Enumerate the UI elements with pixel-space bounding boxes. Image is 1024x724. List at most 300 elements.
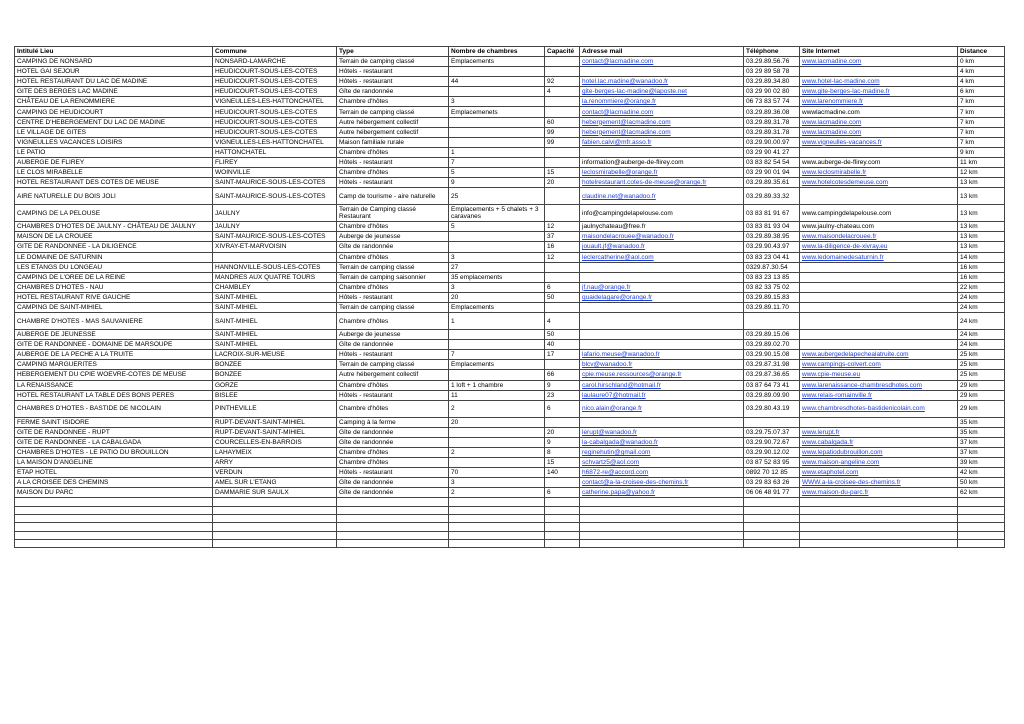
cell-site[interactable]: www.relais-romainville.fr [800, 390, 958, 400]
cell-site[interactable]: www.lacmadine.com [800, 127, 958, 137]
cell-capacite: 6 [545, 488, 580, 498]
cell-mail[interactable]: hebergement@lacmadine.com [580, 117, 744, 127]
empty-cell [580, 506, 744, 514]
cell-mail[interactable]: catherine.papa@yahoo.fr [580, 488, 744, 498]
cell-telephone: 03.29.89.31.78 [744, 127, 800, 137]
empty-cell [580, 515, 744, 523]
cell-capacite: 15 [545, 458, 580, 468]
cell-telephone: 03.29.89.36.08 [744, 107, 800, 117]
cell-distance: 6 km [958, 87, 1005, 97]
cell-chambres [449, 127, 545, 137]
cell-type: Chambre d'hôtes [337, 380, 449, 390]
cell-telephone: 03.29.87.36.65 [744, 370, 800, 380]
empty-cell [15, 531, 213, 539]
cell-telephone: 03.29.90.15.08 [744, 350, 800, 360]
cell-chambres: Emplacements + 5 chalets + 3 caravanes [449, 205, 545, 222]
cell-telephone: 03.29.89.38.95 [744, 232, 800, 242]
cell-mail[interactable]: hotel.lac.madine@wanadoo.fr [580, 77, 744, 87]
cell-chambres: Emplacements [449, 360, 545, 370]
cell-mail[interactable]: claudine.net@wanadoo.fr [580, 188, 744, 205]
empty-cell [580, 539, 744, 547]
cell-mail[interactable]: gite-berges-lac-madine@laposte.net [580, 87, 744, 97]
empty-cell [800, 506, 958, 514]
cell-type: Terrain de camping classé [337, 107, 449, 117]
cell-site [800, 302, 958, 312]
table-row [15, 417, 1005, 427]
cell-telephone: 0892 70 12 85 [744, 468, 800, 478]
cell-mail[interactable]: leclercatherine@aol.com [580, 252, 744, 262]
cell-telephone: 03.29.89.15.06 [744, 330, 800, 340]
cell-site[interactable]: www.lerupt.fr [800, 427, 958, 437]
empty-cell [744, 506, 800, 514]
cell-distance: 4 km [958, 67, 1005, 77]
empty-cell [580, 498, 744, 506]
cell-capacite: 99 [545, 127, 580, 137]
cell-telephone: 03.29.89.35.61 [744, 178, 800, 188]
cell-mail[interactable]: quaidelagare@orange.fr [580, 292, 744, 302]
cell-type: Hôtels - restaurant [337, 157, 449, 167]
table-body [15, 57, 1005, 548]
cell-site[interactable]: www.la-diligence-de-xivray.eu [800, 242, 958, 252]
column-header-site: Site Internet [800, 47, 958, 57]
cell-capacite: 17 [545, 350, 580, 360]
cell-lieu: MAISON DE LA CROUEE [15, 232, 213, 242]
cell-lieu: CAMPING DE NONSARD [15, 57, 213, 67]
cell-capacite [545, 57, 580, 67]
empty-cell [449, 539, 545, 547]
table-row [15, 400, 1005, 417]
cell-capacite [545, 302, 580, 312]
cell-type: Hôtels - restaurant [337, 390, 449, 400]
empty-row [15, 498, 1005, 506]
cell-capacite: 15 [545, 168, 580, 178]
empty-cell [545, 498, 580, 506]
cell-type: Chambre d'hôtes [337, 222, 449, 232]
cell-commune: SAINT-MIHIEL [213, 302, 337, 312]
cell-lieu: CHAMBRES D'HOTES - BASTIDE DE NICOLAIN [15, 400, 213, 417]
cell-capacite: 50 [545, 292, 580, 302]
cell-telephone: 03.29.80.43.19 [744, 400, 800, 417]
cell-mail[interactable]: la-cabalgada@wanadoo.fr [580, 437, 744, 447]
cell-capacite: 37 [545, 232, 580, 242]
cell-site[interactable]: www.hotel-lac-madine.com [800, 77, 958, 87]
cell-capacite [545, 157, 580, 167]
cell-capacite [545, 188, 580, 205]
cell-commune: HEUDICOURT-SOUS-LES-COTES [213, 117, 337, 127]
cell-distance: 24 km [958, 313, 1005, 330]
cell-mail[interactable]: cpie.meuse.ressources@orange.fr [580, 370, 744, 380]
cell-distance: 24 km [958, 340, 1005, 350]
cell-mail[interactable]: h6872-re@accord.com [580, 468, 744, 478]
cell-capacite [545, 262, 580, 272]
cell-mail[interactable]: contact@a-la-croisee-des-chemins.fr [580, 478, 744, 488]
cell-capacite: 40 [545, 340, 580, 350]
cell-mail[interactable]: lerupt@wanadoo.fr [580, 427, 744, 437]
cell-lieu: GITE DE RANDONNEE - LA DILIGENCE [15, 242, 213, 252]
cell-commune: SAINT-MIHIEL [213, 313, 337, 330]
cell-mail [580, 330, 744, 340]
cell-lieu: HOTEL RESTAURANT LA TABLE DES BONS PERES [15, 390, 213, 400]
column-header-chambres: Nombre de chambres [449, 47, 545, 57]
cell-capacite: 12 [545, 222, 580, 232]
cell-telephone [744, 417, 800, 427]
cell-lieu: HEBERGEMENT DU CPIE WOEVRE-COTES DE MEUSE [15, 370, 213, 380]
cell-commune: ARRY [213, 458, 337, 468]
cell-capacite [545, 67, 580, 77]
table-row [15, 168, 1005, 178]
cell-type: Gîte de randonnée [337, 242, 449, 252]
cell-site: www.campingdelapelouse.com [800, 205, 958, 222]
cell-commune: WOINVILLE [213, 168, 337, 178]
cell-type: Chambre d'hôtes [337, 147, 449, 157]
cell-mail[interactable]: carol.hirschland@hotmail.fr [580, 380, 744, 390]
table-row [15, 107, 1005, 117]
cell-distance: 13 km [958, 232, 1005, 242]
cell-distance: 29 km [958, 380, 1005, 390]
cell-chambres: 3 [449, 282, 545, 292]
column-header-type: Type [337, 47, 449, 57]
cell-distance: 22 km [958, 282, 1005, 292]
cell-lieu: LE DOMAINE DE SATURNIN [15, 252, 213, 262]
cell-type: Gîte de randonnée [337, 488, 449, 498]
cell-chambres [449, 67, 545, 77]
cell-lieu: AUBERGE DE JEUNESSE [15, 330, 213, 340]
table-row [15, 67, 1005, 77]
cell-lieu: CHÂTEAU DE LA RENOMMIERE [15, 97, 213, 107]
cell-capacite [545, 147, 580, 157]
empty-cell [744, 539, 800, 547]
cell-commune: MANDRES AUX QUATRE TOURS [213, 272, 337, 282]
table-row [15, 57, 1005, 67]
empty-cell [213, 515, 337, 523]
table-row [15, 232, 1005, 242]
cell-site[interactable]: www.vigneulles-vacances.fr [800, 137, 958, 147]
cell-commune: DAMMARIE SUR SAULX [213, 488, 337, 498]
cell-distance: 12 km [958, 168, 1005, 178]
cell-distance: 7 km [958, 137, 1005, 147]
cell-site[interactable]: www.maison-du-parc.fr [800, 488, 958, 498]
cell-commune: JAULNY [213, 205, 337, 222]
cell-site[interactable]: www.ledomainedesaturnin.fr [800, 252, 958, 262]
cell-capacite: 8 [545, 448, 580, 458]
empty-row [15, 531, 1005, 539]
cell-commune [213, 252, 337, 262]
cell-site [800, 67, 958, 77]
cell-telephone: 03.29.89.56.76 [744, 57, 800, 67]
empty-cell [337, 523, 449, 531]
cell-distance: 37 km [958, 437, 1005, 447]
empty-cell [213, 539, 337, 547]
cell-site[interactable]: www.campings-colvert.com [800, 360, 958, 370]
cell-mail [580, 262, 744, 272]
cell-type: Hôtels - restaurant [337, 77, 449, 87]
cell-chambres [449, 427, 545, 437]
cell-lieu: CHAMBRES D'HOTES DE JAULNY - CHÂTEAU DE JAULNY [15, 222, 213, 232]
empty-cell [800, 531, 958, 539]
empty-cell [213, 523, 337, 531]
cell-chambres: 7 [449, 350, 545, 360]
table-row [15, 330, 1005, 340]
cell-chambres: 7 [449, 157, 545, 167]
cell-chambres: 70 [449, 468, 545, 478]
cell-commune: VERDUN [213, 468, 337, 478]
cell-capacite: 23 [545, 390, 580, 400]
cell-commune: XIVRAY-ET-MARVOISIN [213, 242, 337, 252]
cell-site[interactable]: www.maison-angeline.com [800, 458, 958, 468]
cell-chambres: 3 [449, 478, 545, 488]
cell-site[interactable]: WWW.a-la-croisee-des-chemins.fr [800, 478, 958, 488]
cell-telephone: 03 29 89 58 78 [744, 67, 800, 77]
cell-mail[interactable]: jouault.jf@wanadoo.fr [580, 242, 744, 252]
cell-lieu: CHAMBRE D'HOTES - MAS SAUVANIERE [15, 313, 213, 330]
cell-capacite: 12 [545, 252, 580, 262]
cell-commune: FLIREY [213, 157, 337, 167]
cell-lieu: CAMPING DE L'OREE DE LA REINE [15, 272, 213, 282]
cell-distance: 13 km [958, 222, 1005, 232]
cell-site[interactable]: www.maisondelacrouee.fr [800, 232, 958, 242]
cell-distance: 50 km [958, 478, 1005, 488]
cell-distance: 4 km [958, 77, 1005, 87]
cell-chambres: 1 [449, 313, 545, 330]
cell-type: Hôtels - restaurant [337, 468, 449, 478]
cell-site[interactable]: www.larenaissance-chambresdhotes.com [800, 380, 958, 390]
cell-capacite: 9 [545, 380, 580, 390]
cell-telephone: 03 29 90 01 94 [744, 168, 800, 178]
cell-chambres: Emplacements [449, 302, 545, 312]
cell-capacite [545, 205, 580, 222]
column-header-commune: Commune [213, 47, 337, 57]
table-row [15, 252, 1005, 262]
table-row [15, 468, 1005, 478]
cell-mail [580, 147, 744, 157]
cell-type: Chambre d'hôtes [337, 252, 449, 262]
empty-cell [545, 539, 580, 547]
cell-commune: BISLEE [213, 390, 337, 400]
cell-telephone: 03 83 81 91 67 [744, 205, 800, 222]
cell-telephone: 03.29.89.31.78 [744, 117, 800, 127]
cell-telephone: 06 06 48 91 77 [744, 488, 800, 498]
cell-lieu: GITE DES BERGES LAC MADINE [15, 87, 213, 97]
empty-cell [449, 531, 545, 539]
table-row [15, 87, 1005, 97]
cell-type: Gîte de randonnée [337, 340, 449, 350]
empty-cell [213, 506, 337, 514]
cell-telephone: 03.29.75.07.37 [744, 427, 800, 437]
cell-site [800, 282, 958, 292]
table-row [15, 390, 1005, 400]
cell-chambres [449, 340, 545, 350]
empty-cell [15, 515, 213, 523]
cell-distance: 16 km [958, 272, 1005, 282]
table-row [15, 488, 1005, 498]
cell-mail[interactable]: la.renommiere@orange.fr [580, 97, 744, 107]
empty-cell [15, 539, 213, 547]
cell-type: Chambre d'hôtes [337, 400, 449, 417]
cell-type: Terrain de camping classé [337, 302, 449, 312]
cell-mail [580, 67, 744, 77]
table-row [15, 437, 1005, 447]
cell-telephone: 03 29 83 63 26 [744, 478, 800, 488]
empty-cell [337, 539, 449, 547]
cell-type: Auberge de jeunesse [337, 330, 449, 340]
cell-site[interactable]: www.gite-berges-lac-madine.fr [800, 87, 958, 97]
cell-mail: information@auberge-de-flirey.com [580, 157, 744, 167]
cell-distance: 24 km [958, 292, 1005, 302]
empty-row [15, 523, 1005, 531]
cell-capacite: 20 [545, 178, 580, 188]
cell-mail[interactable]: maisondelacrouee@wanadoo.fr [580, 232, 744, 242]
cell-commune: SAINT-MIHIEL [213, 292, 337, 302]
cell-site: www.auberge-de-flirey.com [800, 157, 958, 167]
cell-lieu: ETAP HOTEL [15, 468, 213, 478]
cell-telephone [744, 313, 800, 330]
cell-capacite: 20 [545, 427, 580, 437]
empty-cell [580, 531, 744, 539]
cell-capacite: 92 [545, 77, 580, 87]
empty-cell [958, 515, 1005, 523]
cell-type: Gîte de randonnée [337, 427, 449, 437]
cell-site[interactable]: www.cabalgada.fr [800, 437, 958, 447]
cell-mail[interactable]: leclosmirabelle@orange.fr [580, 168, 744, 178]
cell-capacite: 4 [545, 313, 580, 330]
column-header-mail: Adresse mail [580, 47, 744, 57]
cell-site[interactable]: www.chambresdhotes-bastidenicolain.com [800, 400, 958, 417]
cell-mail[interactable]: contact@lacmadine.com [580, 107, 744, 117]
cell-lieu: LE PATIO [15, 147, 213, 157]
cell-chambres [449, 117, 545, 127]
cell-distance: 13 km [958, 188, 1005, 205]
cell-commune: VIGNEULLES-LES-HATTONCHATEL [213, 97, 337, 107]
cell-lieu: GITE DE RANDONNEE - RUPT [15, 427, 213, 437]
cell-chambres: 2 [449, 400, 545, 417]
cell-site[interactable]: www.etaphotel.com [800, 468, 958, 478]
cell-lieu: CAMPING MARGUERITES [15, 360, 213, 370]
table-row [15, 157, 1005, 167]
cell-lieu: AUBERGE DE LA PECHE A LA TRUITE [15, 350, 213, 360]
cell-mail[interactable]: reginehutin@gmail.com [580, 448, 744, 458]
empty-cell [580, 523, 744, 531]
cell-chambres [449, 330, 545, 340]
cell-lieu: HOTEL GAI SEJOUR [15, 67, 213, 77]
empty-cell [213, 531, 337, 539]
cell-site [800, 330, 958, 340]
cell-mail: info@campingdelapelouse.com [580, 205, 744, 222]
cell-distance: 39 km [958, 458, 1005, 468]
cell-commune: HEUDICOURT-SOUS-LES-COTES [213, 87, 337, 97]
cell-site[interactable]: www.lacmadine.com [800, 117, 958, 127]
table-row [15, 427, 1005, 437]
cell-lieu: GITE DE RANDONNEE - LA CABALGADA [15, 437, 213, 447]
cell-site[interactable]: www.larenommiere.fr [800, 97, 958, 107]
cell-mail[interactable]: blcv@wanadoo.fr [580, 360, 744, 370]
cell-type: Terrain de camping classé [337, 360, 449, 370]
cell-lieu: LE CLOS MIRABELLE [15, 168, 213, 178]
empty-cell [213, 498, 337, 506]
cell-distance: 35 km [958, 427, 1005, 437]
cell-commune: HANNONVILLE-SOUS-LES-COTES [213, 262, 337, 272]
cell-site[interactable]: www.hotelcotesdemeuse.com [800, 178, 958, 188]
cell-type: Camping à la ferme [337, 417, 449, 427]
cell-type: Gîte de randonnée [337, 478, 449, 488]
cell-site [800, 313, 958, 330]
cell-telephone: 03 82 33 75 02 [744, 282, 800, 292]
cell-site[interactable]: www.cpie-meuse.eu [800, 370, 958, 380]
table-row [15, 448, 1005, 458]
cell-lieu: HOTEL RESTAURANT DU LAC DE MADINE [15, 77, 213, 87]
cell-site[interactable]: www.lepatiodubrouillon.com [800, 448, 958, 458]
table-row [15, 117, 1005, 127]
cell-commune: BONZEE [213, 360, 337, 370]
cell-lieu: LE VILLAGE DE GITES [15, 127, 213, 137]
cell-commune: GORZE [213, 380, 337, 390]
cell-telephone: 03.29.89.15.83 [744, 292, 800, 302]
cell-mail[interactable]: hotelrestaurant.cotes-de-meuse@orange.fr [580, 178, 744, 188]
cell-mail[interactable]: lafario.meuse@wanadoo.fr [580, 350, 744, 360]
cell-distance: 29 km [958, 390, 1005, 400]
empty-cell [545, 523, 580, 531]
cell-site[interactable]: www.leclosmirabelle.fr [800, 168, 958, 178]
table-row [15, 242, 1005, 252]
cell-mail[interactable]: laulaure07@hotmail.fr [580, 390, 744, 400]
cell-chambres: Emplacemenets [449, 107, 545, 117]
cell-lieu: CAMPING DE LA PELOUSE [15, 205, 213, 222]
cell-distance: 42 km [958, 468, 1005, 478]
cell-telephone: 03.29.89.09.90 [744, 390, 800, 400]
cell-mail [580, 272, 744, 282]
cell-telephone: 03.29.89.34.80 [744, 77, 800, 87]
empty-cell [744, 531, 800, 539]
cell-mail[interactable]: schvartz5@aol.com [580, 458, 744, 468]
cell-mail[interactable]: contact@lacmadine.com [580, 57, 744, 67]
cell-site[interactable]: www.lacmadine.com [800, 57, 958, 67]
cell-lieu: MAISON DU PARC [15, 488, 213, 498]
cell-distance: 7 km [958, 107, 1005, 117]
cell-distance: 25 km [958, 370, 1005, 380]
cell-mail[interactable]: fabien.calvi@mfr.asso.fr [580, 137, 744, 147]
cell-lieu: HOTEL RESTAURANT RIVE GAUCHE [15, 292, 213, 302]
table-row [15, 97, 1005, 107]
empty-cell [545, 531, 580, 539]
cell-type: Chambre d'hôtes [337, 168, 449, 178]
cell-chambres: 5 [449, 222, 545, 232]
cell-telephone: 03 29 90 02 80 [744, 87, 800, 97]
cell-commune: NONSARD-LAMARCHE [213, 57, 337, 67]
cell-mail[interactable]: jf.nau@orange.fr [580, 282, 744, 292]
cell-type: Chambre d'hôtes [337, 97, 449, 107]
cell-mail[interactable]: hebergement@lacmadine.com [580, 127, 744, 137]
cell-site[interactable]: www.aubergedelapechealatruite.com [800, 350, 958, 360]
empty-cell [545, 515, 580, 523]
table-row [15, 272, 1005, 282]
cell-lieu: CHAMBRES D'HOTES - LE PATIO DU BROUILLON [15, 448, 213, 458]
empty-cell [958, 498, 1005, 506]
cell-lieu: CHAMBRES D'HOTES - NAU [15, 282, 213, 292]
cell-capacite: 6 [545, 282, 580, 292]
cell-commune: SAINT-MAURICE-SOUS-LES-COTES [213, 178, 337, 188]
cell-commune: COURCELLES-EN-BARROIS [213, 437, 337, 447]
cell-telephone: 03.29.89.33.32 [744, 188, 800, 205]
cell-type: Chambre d'hôtes [337, 282, 449, 292]
table-row [15, 360, 1005, 370]
cell-lieu: LA RENAISSANCE [15, 380, 213, 390]
cell-distance: 24 km [958, 302, 1005, 312]
cell-distance: 24 km [958, 330, 1005, 340]
table-row [15, 302, 1005, 312]
cell-site [800, 188, 958, 205]
cell-mail[interactable]: nico.alain@orange.fr [580, 400, 744, 417]
empty-cell [800, 515, 958, 523]
empty-cell [800, 498, 958, 506]
